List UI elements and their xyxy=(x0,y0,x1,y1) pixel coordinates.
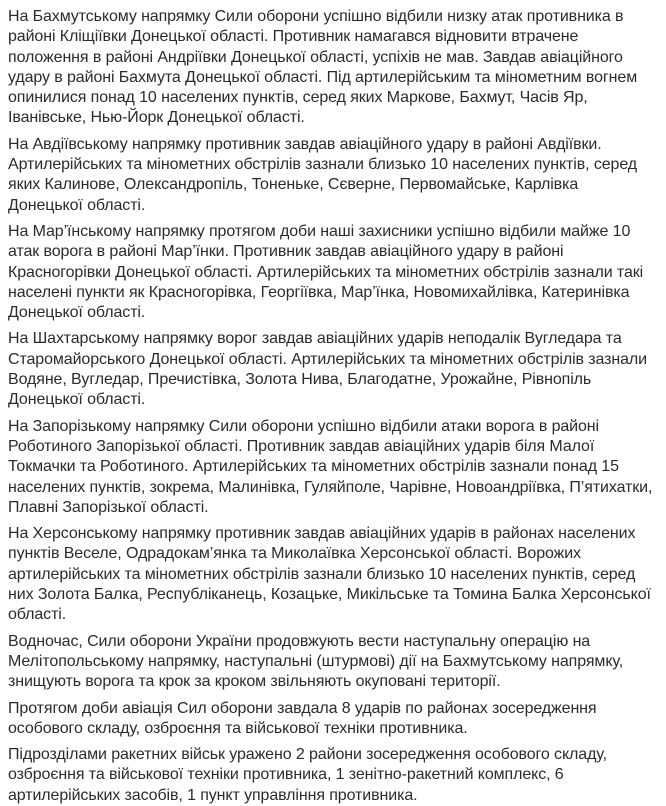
paragraph-missile-forces-strikes: Підрозділами ракетних військ уражено 2 райони зосередження особового складу, озброєння та військової техніки противника, 1 зенітно-ракетний комплекс, 6 артилерійських засобів, 1 пункт управління противника. xyxy=(8,746,607,804)
paragraph-bakhmut-direction: На Бахмутському напрямку Сили оборони успішно відбили низку атак противника в районі Кліщіївки Донецької області. Противник намагався відновити втрачене положення в районі Андріївки Донецької області, успіхів не мав. Завдав авіаційного удару в районі Бахмута Донецької області. Під артилерійським та мінометним вогнем опинилися понад 10 населених пунктів, серед яких Маркове, Бахмут, Часів Яр, Іванівське, Нью-Йорк Донецької області. xyxy=(8,8,638,127)
paragraph-shakhtarsk-direction: На Шахтарському напрямку ворог завдав авіаційних ударів неподалік Вугледара та Старомайорського Донецької області. Артилерійських та мінометних обстрілів зазнали Водяне, Вугледар, Пречистівка, Золота Нива, Благодатне, Урожайне, Рівнопіль Донецької області. xyxy=(8,330,647,409)
paragraph-zaporizhzhia-direction: На Запорізькому напрямку Сили оборони успішно відбили атаки ворога в районі Роботиного Запорізької області. Противник завдав авіаційних ударів біля Малої Токмачки та Роботиного. Артилерійських та мінометних обстрілів зазнали понад 15 населених пунктів, зокрема, Малинівка, Гуляйполе, Чарівне, Новоандріївка, П’ятихатки, Плавні Запорізької області. xyxy=(8,417,653,516)
paragraph-marinka-direction: На Мар’їнському напрямку протягом доби наші захисники успішно відбили майже 10 атак ворога в районі Мар’їнки. Противник завдав авіаційного удару в районі Красногорівки Донецької області. Артилерійських та мінометних обстрілів зазнали такі населені пункти як Красногорівка, Георгіївка, Мар’їнка, Новомихайлівка, Катеринівка Донецької області. xyxy=(8,222,644,322)
paragraph-kherson-direction: На Херсонському напрямку противник завдав авіаційних ударів в районах населених пунктів Веселе, Одрадокам’янка та Миколаївка Херсонської області. Ворожих артилерійських та мінометних обстрілів зазнали близько 10 населених пунктів, серед них Золота Балка, Республіканець, Козацьке, Микільське та Томина Балка Херсонської області. xyxy=(8,525,651,624)
paragraph-avdiivka-direction: На Авдіївському напрямку противник завдав авіаційного удару в районі Авдіївки. Артилерійських та мінометних обстрілів зазнали близько 10 населених пунктів, серед яких Калинове, Олександропіль, Тоненьке, Сєверне, Первомайське, Карлівка Донецької області. xyxy=(8,135,638,214)
paragraph-offensive-operations: Водночас, Сили оборони України продовжують вести наступальну операцію на Мелітопольському напрямку, наступальні (штурмові) дії на Бахмутському напрямку, знищують ворога та крок за кроком звільняють окуповані території. xyxy=(8,632,624,691)
paragraph-aviation-strikes: Протягом доби авіація Сил оборони завдала 8 ударів по районах зосередження особового складу, озброєння та військової техніки противника. xyxy=(8,699,597,737)
